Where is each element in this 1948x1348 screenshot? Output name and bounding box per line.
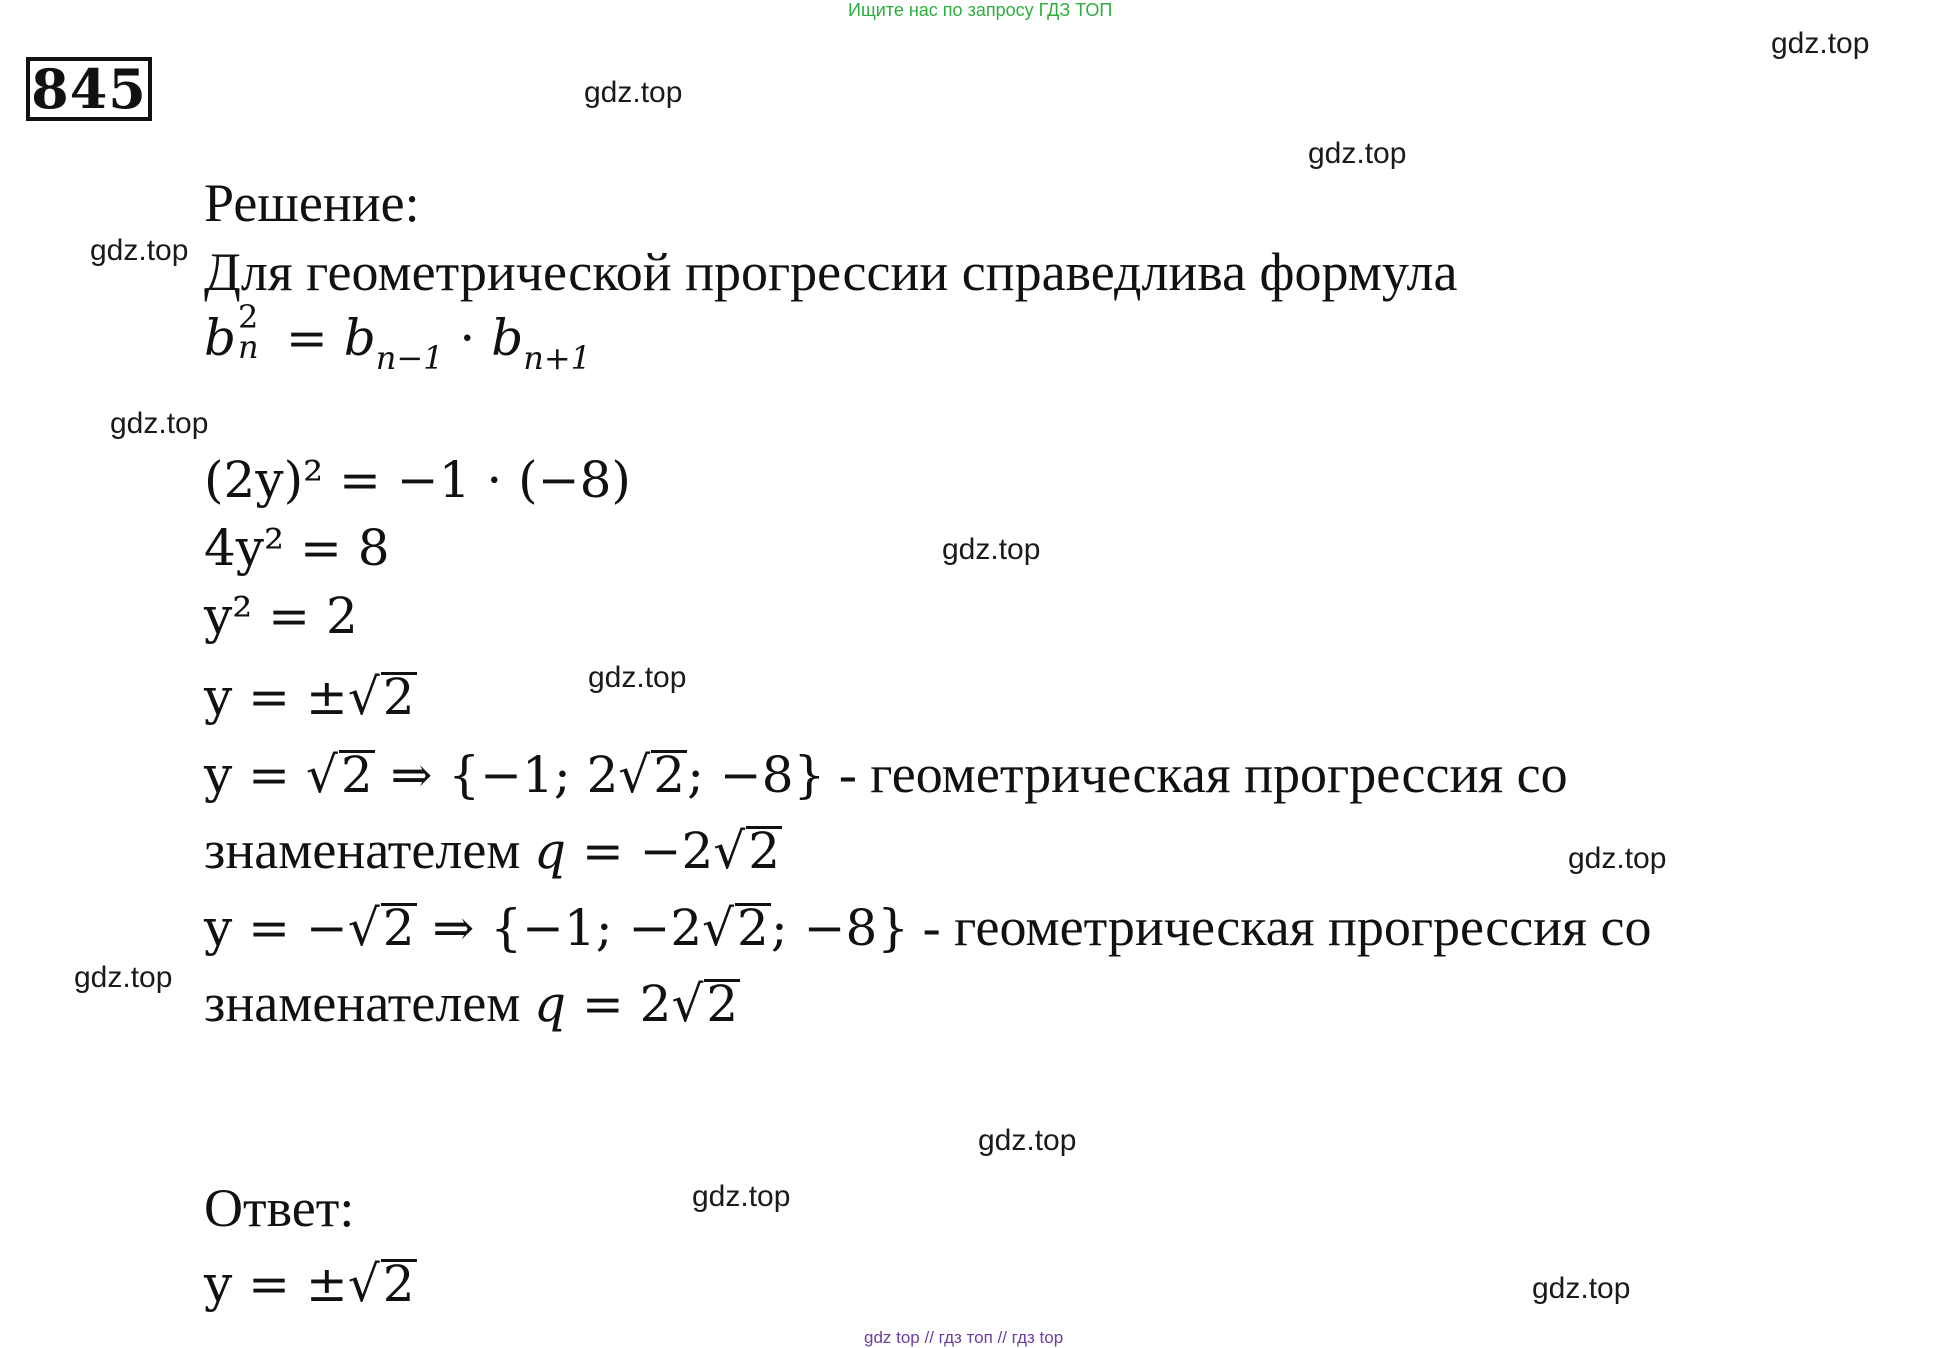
case-2-denominator: знаменателем q = 2√2 (204, 973, 739, 1033)
answer-heading: Ответ: (204, 1178, 355, 1238)
watermark: gdz.top (692, 1180, 791, 1213)
watermark: gdz.top (588, 661, 687, 694)
watermark: gdz.top (942, 533, 1041, 566)
case-2-line: y = −√2 ⇒ {−1; −2√2; −8} - геометрическая прогрессия со (204, 897, 1652, 957)
step-4: y = ±√2 (204, 668, 415, 726)
watermark: gdz.top (110, 407, 209, 440)
bottom-banner: gdz top // гдз топ // гдз top (864, 1328, 1064, 1347)
solution-heading: Решение: (204, 173, 420, 233)
watermark: gdz.top (1568, 842, 1667, 875)
watermark: gdz.top (74, 961, 173, 994)
answer-value: y = ±√2 (204, 1255, 415, 1313)
watermark: gdz.top (584, 76, 683, 109)
solution-intro: Для геометрической прогрессии справедлива формула (204, 242, 1458, 302)
problem-number: 845 (26, 57, 152, 121)
top-banner: Ищите нас по запросу ГДЗ ТОП (848, 0, 1113, 20)
case-1-line: y = √2 ⇒ {−1; 2√2; −8} - геометрическая прогрессия со (204, 744, 1568, 804)
step-1: (2y)² = −1 · (−8) (204, 451, 631, 509)
step-3: y² = 2 (204, 587, 358, 645)
step-2: 4y² = 8 (204, 519, 390, 577)
watermark: gdz.top (1308, 137, 1407, 170)
progression-formula: b 2 n = $b_{n-1} \cdot b_{n+1}$ (204, 298, 591, 377)
case-1-denominator: знаменателем q = −2√2 (204, 820, 781, 880)
watermark: gdz.top (90, 234, 189, 267)
watermark: gdz.top (978, 1124, 1077, 1157)
watermark: gdz.top (1771, 27, 1870, 60)
watermark: gdz.top (1532, 1272, 1631, 1305)
